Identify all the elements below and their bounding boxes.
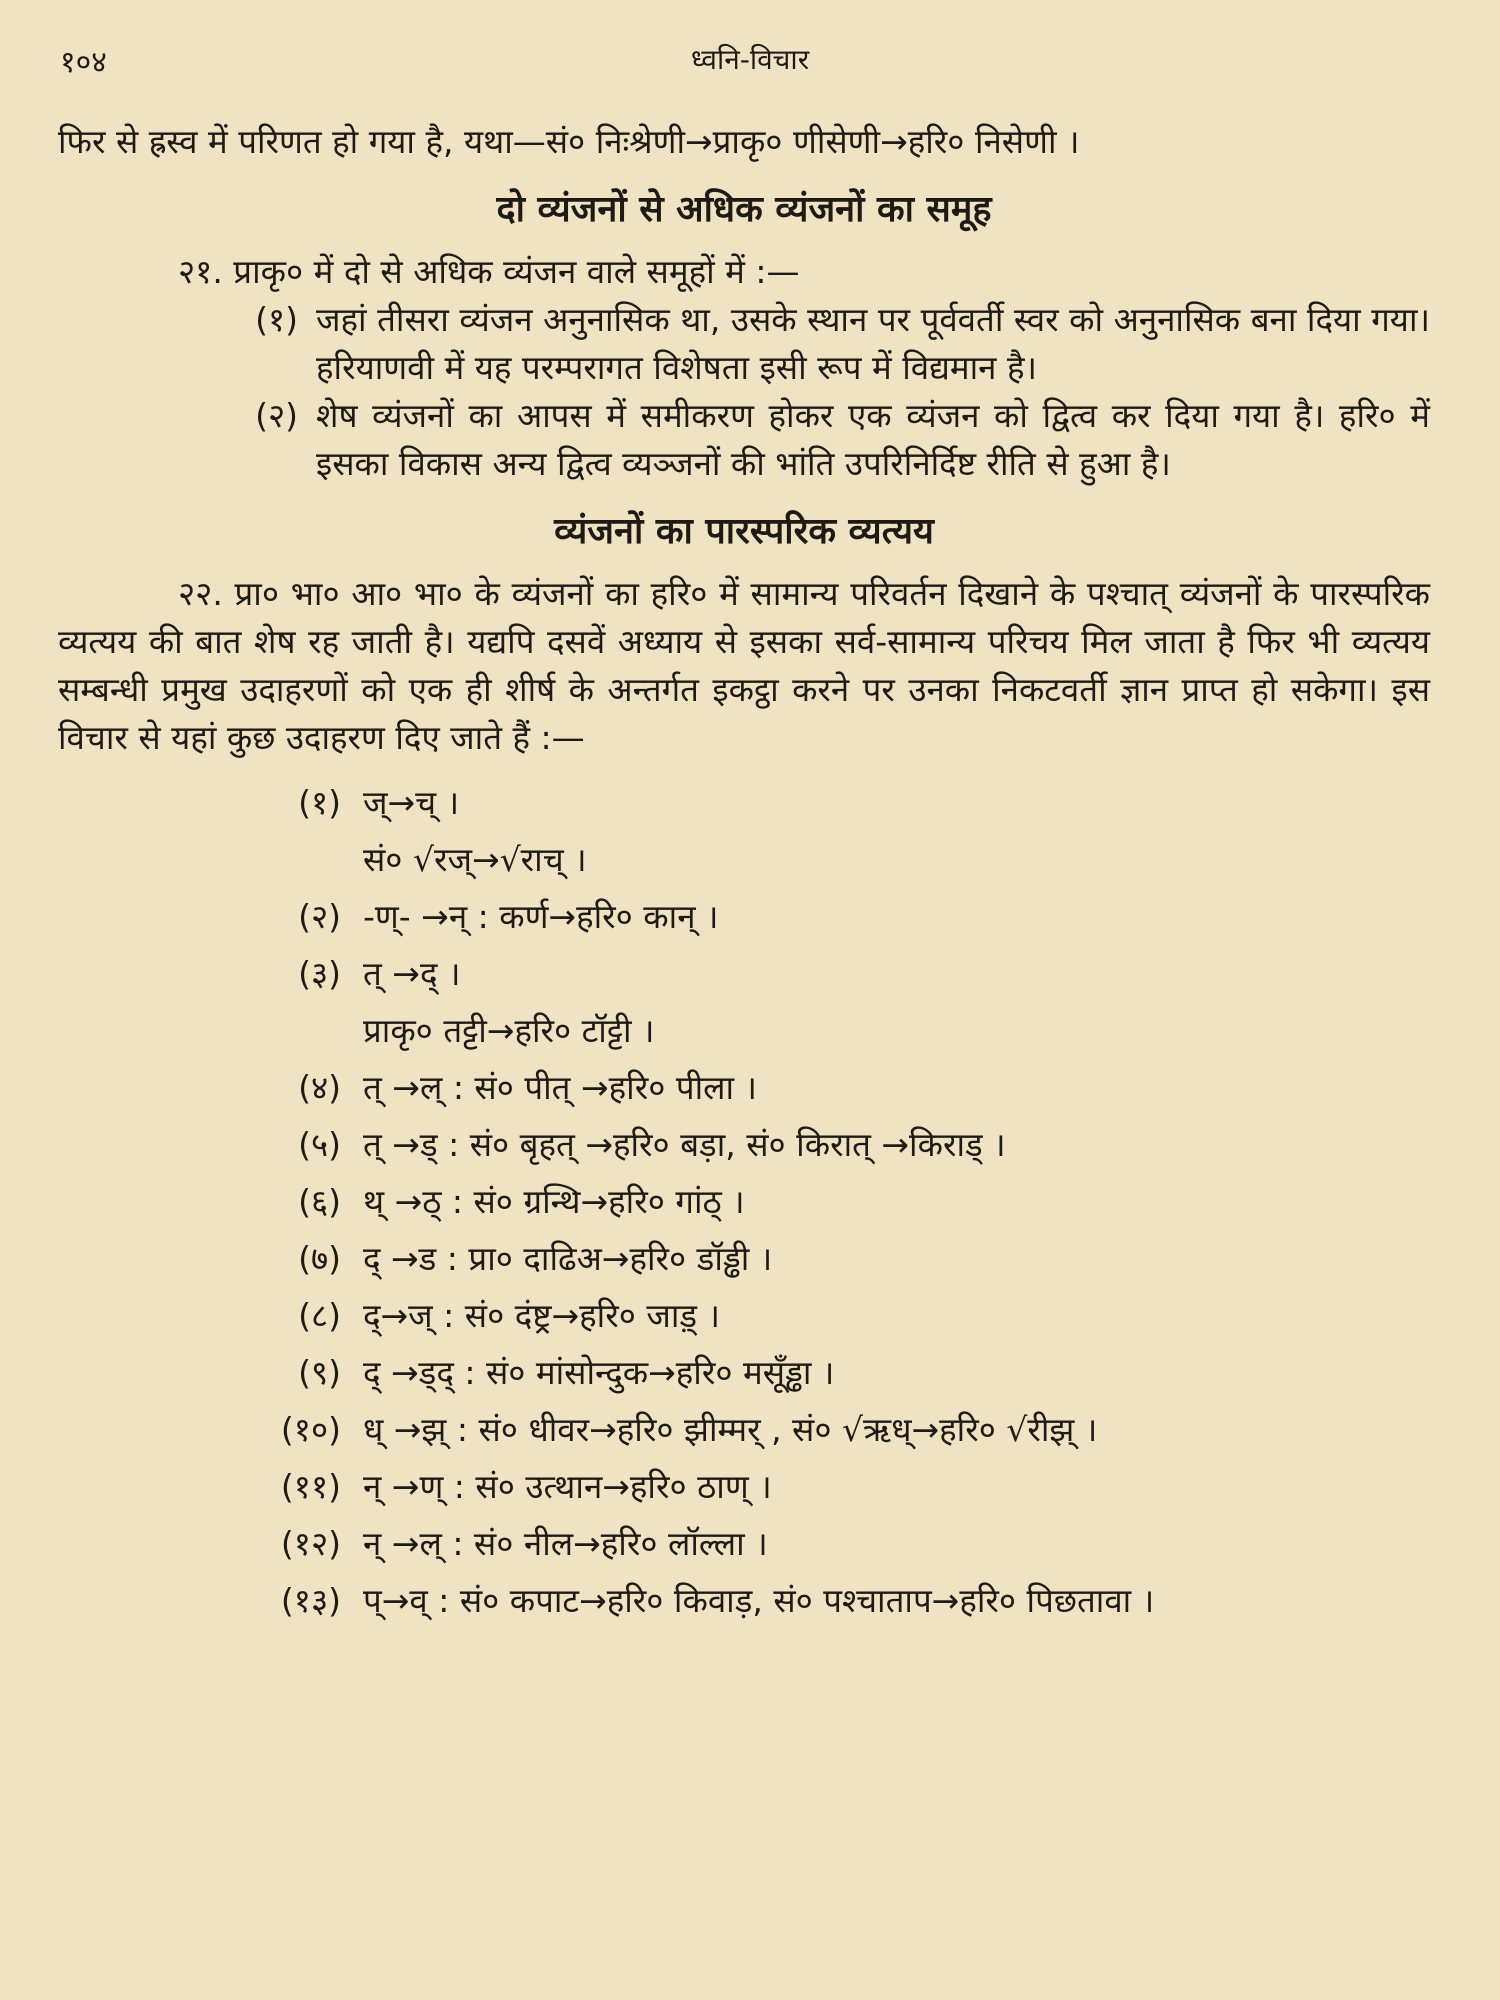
example-number: (४): [298, 1068, 341, 1107]
example-text: द् →ड्द् : सं० मांसोन्दुक→हरि० मसूँड्ढा ।: [363, 1353, 835, 1392]
example-text: त् →ल् : सं० पीत् →हरि० पीला ।: [363, 1068, 758, 1107]
example-text: थ् →ठ् : सं० ग्रन्थि→हरि० गांठ् ।: [363, 1182, 745, 1221]
example-number: (१२): [280, 1524, 341, 1563]
example-row: [58, 1173, 1430, 1230]
example-text: द्→ज् : सं० दंष्ट्र→हरि० जाड़् ।: [363, 1296, 721, 1335]
point-text: शेष व्यंजनों का आपस में समीकरण होकर एक व्यंजन को द्वित्व कर दिया गया है। हरि० में इसका विकास अन्य द्वित्व व्यञ्जनों की भांति उपरिनिर्दिष्ट रीति से हुआ है।: [316, 396, 1430, 483]
example-text: ध् →झ् : सं० धीवर→हरि० झीम्मर् , सं० √ऋध्→हरि० √रीझ् ।: [363, 1410, 1098, 1449]
examples-list: [58, 774, 1430, 1629]
example-number: (१०): [280, 1410, 341, 1449]
example-number: (५): [298, 1125, 341, 1164]
example-number: (११): [280, 1467, 341, 1506]
example-text: -ण्- →न् : कर्ण→हरि० कान् ।: [363, 897, 719, 936]
example-text: द् →ड : प्रा० दाढिअ→हरि० डॉड्ढी ।: [363, 1239, 773, 1278]
page-body: [58, 118, 1430, 1629]
example-row: [58, 1287, 1430, 1344]
example-number: (८): [298, 1296, 341, 1335]
example-row: [58, 1572, 1430, 1629]
example-number: (२): [298, 897, 341, 936]
point-text: जहां तीसरा व्यंजन अनुनासिक था, उसके स्थान पर पूर्ववर्ती स्वर को अनुनासिक बना दिया गया। हरियाणवी में यह परम्परागत विशेषता इसी रूप में विद्यमान है।: [316, 300, 1430, 387]
example-row: [58, 1401, 1430, 1458]
paragraph-21-intro: २१. प्राकृ० में दो से अधिक व्यंजन वाले समूहों में :—: [178, 252, 800, 291]
example-row: [58, 774, 1430, 831]
example-text: प्राकृ० तट्टी→हरि० टॉट्टी ।: [363, 1011, 655, 1050]
example-number: (१): [298, 783, 341, 822]
example-text: सं० √रज्→√राच् ।: [363, 840, 587, 879]
example-row: [58, 1059, 1430, 1116]
example-text: न् →ल् : सं० नील→हरि० लॉल्ला ।: [363, 1524, 768, 1563]
running-title: ध्वनि-विचार: [690, 43, 810, 76]
example-row: [58, 1002, 1430, 1059]
example-number: [58, 831, 363, 888]
example-number: (७): [298, 1239, 341, 1278]
example-row: [58, 1344, 1430, 1401]
example-text: त् →ड् : सं० बृहत् →हरि० बड़ा, सं० किरात् →किराड् ।: [363, 1125, 1006, 1164]
example-text: प्→व् : सं० कपाट→हरि० किवाड़, सं० पश्चाताप→हरि० पिछतावा ।: [363, 1581, 1155, 1620]
example-row: [58, 945, 1430, 1002]
example-row: [58, 831, 1430, 888]
page-header: [60, 40, 1440, 80]
section-heading-interchange: व्यंजनों का पारस्परिक व्यत्यय: [554, 511, 934, 552]
example-text: न् →ण् : सं० उत्थान→हरि० ठाण् ।: [363, 1467, 772, 1506]
example-row: [58, 1458, 1430, 1515]
point-number: (१): [255, 300, 298, 339]
example-row: [58, 888, 1430, 945]
example-number: (३): [298, 954, 341, 993]
example-row: [58, 1230, 1430, 1287]
opening-paragraph: फिर से ह्रस्व में परिणत हो गया है, यथा—सं० निःश्रेणी→प्राकृ० णीसेणी→हरि० निसेणी ।: [58, 122, 1080, 161]
example-text: त् →द् ।: [363, 954, 461, 993]
point-2: [208, 392, 1430, 488]
point-1: [208, 296, 1430, 392]
example-number: [58, 1002, 363, 1059]
example-number: (१३): [280, 1581, 341, 1620]
paragraph-22: २२. प्रा० भा० आ० भा० के व्यंजनों का हरि० में सामान्य परिवर्तन दिखाने के पश्चात् व्यंजनों के पारस्परिक व्यत्यय की बात शेष रह जाती है। यद्यपि दसवें अध्याय से इसका सर्व-सामान्य परिचय मिल जाता है फिर भी व्यत्यय सम्बन्धी प्रमुख उदाहरणों को एक ही शीर्ष के अन्तर्गत इकट्ठा करने पर उनका निकटवर्ती ज्ञान प्राप्त हो सकेगा। इस विचार से यहां कुछ उदाहरण दिए जाते हैं :—: [58, 574, 1430, 757]
section-heading-consonant-clusters: दो व्यंजनों से अधिक व्यंजनों का समूह: [496, 189, 992, 230]
example-row: [58, 1515, 1430, 1572]
example-text: ज्→च् ।: [363, 783, 460, 822]
example-number: (९): [298, 1353, 341, 1392]
example-row: [58, 1116, 1430, 1173]
page-number: १०४: [60, 45, 107, 80]
point-number: (२): [255, 396, 298, 435]
example-number: (६): [298, 1182, 341, 1221]
